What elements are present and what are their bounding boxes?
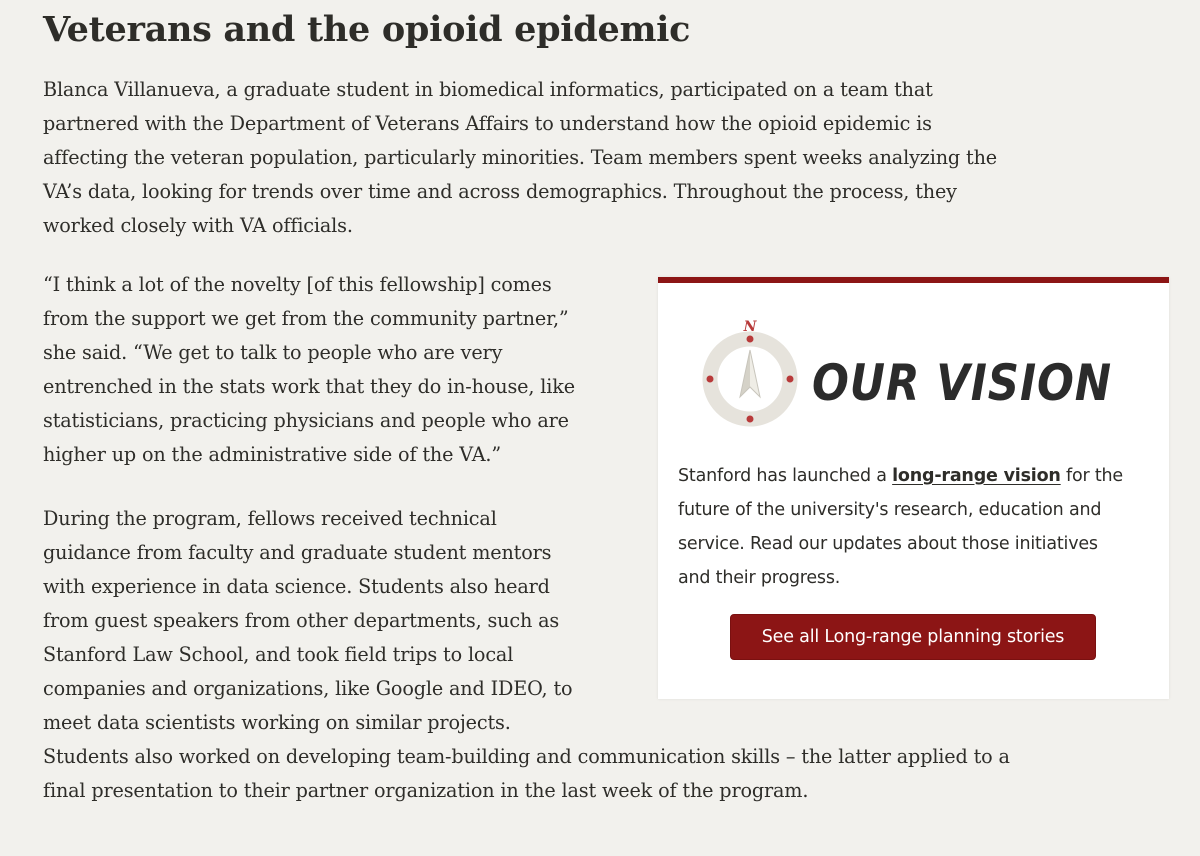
our-vision-wordmark: OUR VISION	[812, 354, 1112, 412]
paragraph-line: final presentation to their partner organization in the last week of the program.	[43, 779, 809, 802]
vision-callout	[658, 277, 1169, 699]
vision-description-line: and their progress.	[678, 568, 841, 588]
paragraph-line: “I think a lot of the novelty [of this fellowship] comes	[43, 273, 552, 296]
paragraph-line: partnered with the Department of Veterans Affairs to understand how the opioid epidemic is	[43, 112, 932, 135]
vision-description-line: service. Read our updates about those initiatives	[678, 534, 1098, 554]
vision-text-after-link: for the	[1060, 466, 1123, 486]
paragraph-line: entrenched in the stats work that they do in-house, like	[43, 375, 575, 398]
paragraph-line: meet data scientists working on similar projects.	[43, 711, 511, 734]
paragraph-line: affecting the veteran population, particularly minorities. Team members spent weeks analyzing the	[43, 146, 997, 169]
paragraph-line: higher up on the administrative side of the VA.”	[43, 443, 502, 466]
paragraph-line: worked closely with VA officials.	[43, 214, 353, 237]
paragraph-line: with experience in data science. Students also heard	[43, 575, 550, 598]
paragraph-line: Students also worked on developing team-building and communication skills – the latter applied to a	[43, 745, 1010, 768]
long-range-vision-link[interactable]: long-range vision	[892, 466, 1061, 486]
vision-text-before-link: Stanford has launched a	[678, 466, 893, 486]
article-quote-paragraph	[43, 268, 575, 472]
paragraph-line: she said. “We get to talk to people who are very	[43, 341, 503, 364]
paragraph-line: guidance from faculty and graduate student mentors	[43, 541, 552, 564]
see-all-stories-button[interactable]: See all Long-range planning stories	[730, 614, 1096, 660]
paragraph-line: VA’s data, looking for trends over time and across demographics. Throughout the process, they	[43, 180, 957, 203]
paragraph-line: from the support we get from the community partner,”	[43, 307, 569, 330]
our-vision-graphic	[698, 313, 1128, 433]
compass-north-letter: N	[743, 319, 757, 335]
paragraph-line: companies and organizations, like Google and IDEO, to	[43, 677, 573, 700]
vision-description	[678, 459, 1148, 595]
article-heading: Veterans and the opioid epidemic	[43, 9, 691, 50]
paragraph-line: During the program, fellows received technical	[43, 507, 497, 530]
article-paragraph-1	[43, 73, 997, 243]
vision-description-line: future of the university's research, education and	[678, 500, 1102, 520]
compass-icon	[707, 336, 794, 423]
paragraph-line: Blanca Villanueva, a graduate student in biomedical informatics, participated on a team that	[43, 78, 933, 101]
paragraph-line: from guest speakers from other departments, such as	[43, 609, 560, 632]
paragraph-line: statisticians, practicing physicians and people who are	[43, 409, 569, 432]
paragraph-line: Stanford Law School, and took field trips to local	[43, 643, 514, 666]
vision-description-line	[678, 459, 1148, 493]
